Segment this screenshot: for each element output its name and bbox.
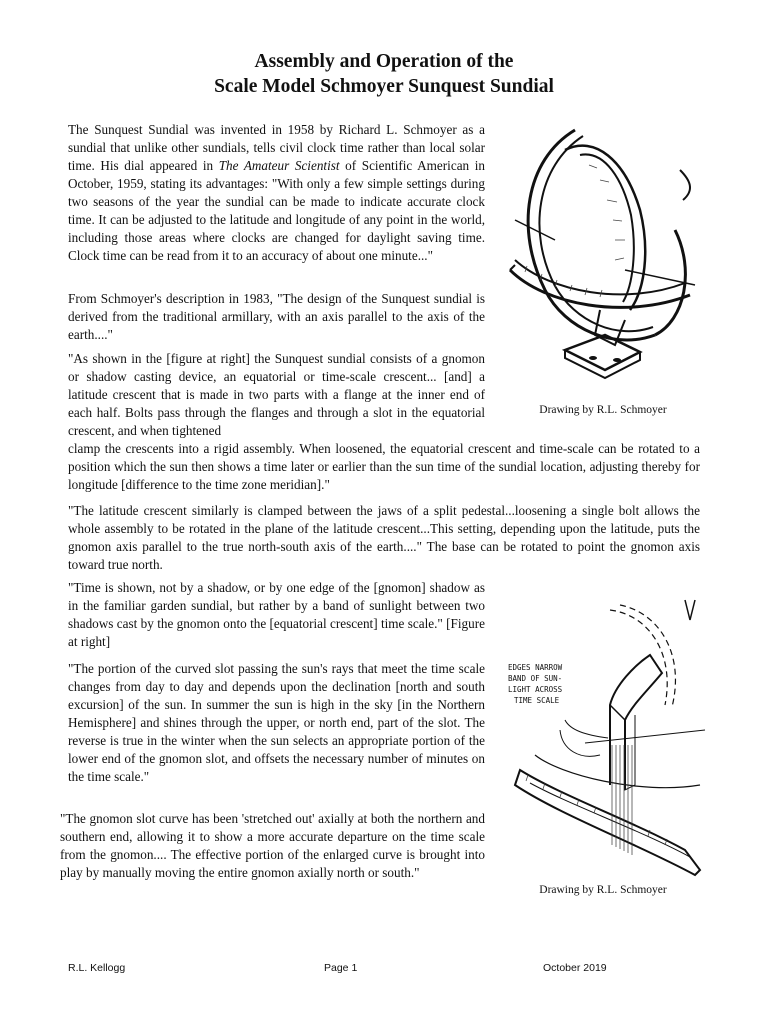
sunlight-band-drawing [500,595,710,885]
paragraph-stretched-slot: "The gnomon slot curve has been 'stretched out' axially at both the northern and southern end, allowing it to show a more accurate departure on the time scale from the gnomon.... The effective portion of the enlarged curve is brought into play by manually moving the entire gnomon axially north or south." [60,811,485,880]
annotation-line-1: EDGES NARROW [508,663,563,672]
paragraph-intro [68,121,485,265]
sundial-assembly-drawing [505,120,705,400]
annotation-line-4: TIME SCALE [514,696,560,705]
intro-text-a: The Sunquest Sundial was invented in 1958 by Richard L. Schmoyer as a sundial that unlike other sundials, tells civil clock time rather than local solar time. His dial appeared in [68,122,485,173]
annotation-line-2: BAND OF SUN- [508,674,563,683]
paragraph-figure-description: "As shown in the [figure at right] the Sunquest sundial consists of a gnomon or shadow casting device, an equatorial or time-scale crescent... [and] a latitude crescent that is made in two parts with a flange at the inner end of each half. Bolts pass through the flanges and through a slot in the equatorial crescent, and when tightened [68,351,485,438]
paragraph-schmoyer-1983: From Schmoyer's description in 1983, "The design of the Sunquest sundial is derived from the traditional armillary, with an axis parallel to the axis of the earth...." [68,291,485,342]
paragraph-clamp: clamp the crescents into a rigid assembly. When loosened, the equatorial crescent and time-scale can be rotated to a position which the sun then shows a time later or earlier than the sun time of the sundial location, adjusting thereby for longitude [difference to the time zone meridian]." [68,441,700,492]
annotation-line-3: LIGHT ACROSS [508,685,563,694]
page-title-line1: Assembly and Operation of the [254,51,514,72]
figure-caption-2: Drawing by R.L. Schmoyer [539,884,667,896]
paragraph-curved-slot: "The portion of the curved slot passing the sun's rays that meet the time scale changes from day to day and depends upon the declination [north and south excursion] of the sun. In summer the sun is high in the sky [in the Northern Hemisphere] and shines through the upper, or north end, part of the slot. The reverse is true in the winter when the sun selects an appropriate portion of the lower end of the gnomon slot, and offsets the necessary number of minutes on the time scale." [68,661,485,784]
paragraph-latitude-crescent: "The latitude crescent similarly is clamped between the jaws of a split pedestal...loosening a single bolt allows the whole assembly to be rotated in the plane of the latitude crescent...This setting, depending upon the latitude, puts the gnomon axis parallel to the true north-south axis of the earth...." The base can be rotated to point the gnomon axis toward true north. [68,503,700,572]
intro-text-b: of Scientific American in October, 1959, stating its advantages: "With only a few simple settings during two seasons of the year the sundial can be made to indicate accurate clock time. It can be adjusted to the latitude and longitude of any point in the world, including those areas where clocks are changed for daylight saving time. Clock time can be read from it to an accuracy of about one minute..." [68,158,485,263]
footer-author: R.L. Kellogg [68,962,126,974]
page-title-line2: Scale Model Schmoyer Sunquest Sundial [214,76,554,97]
figure-caption-1: Drawing by R.L. Schmoyer [539,404,667,416]
paragraph-time-shown: "Time is shown, not by a shadow, or by one edge of the [gnomon] shadow as in the familiar garden sundial, but rather by a band of sunlight between two shadows cast by the gnomon onto the [equatorial crescent] time scale." [Figure at right] [68,580,485,649]
publication-title: The Amateur Scientist [218,158,340,173]
footer-page-number: Page 1 [324,962,358,974]
footer-date: October 2019 [543,962,607,974]
